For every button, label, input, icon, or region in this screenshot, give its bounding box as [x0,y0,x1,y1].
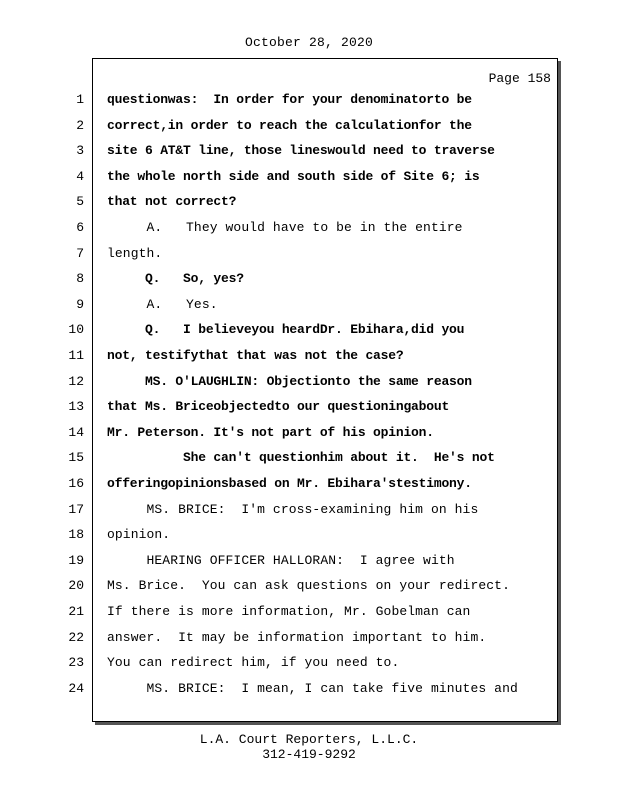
transcript-line: offeringopinionsbased on Mr. Ebihara'stestimony. [107,476,472,491]
transcript-line: length. [107,245,163,261]
transcript-line: HEARING OFFICER HALLORAN: I agree with [107,552,455,568]
line-number: 5 [76,194,84,210]
line-number: 22 [68,629,84,645]
line-number: 23 [68,655,84,671]
line-number: 12 [68,373,84,389]
line-number: 24 [68,680,84,696]
footer-phone: 312-419-9292 [262,747,356,762]
line-number: 20 [68,578,84,594]
page-number: Page 158 [488,71,551,86]
transcript-line: the whole north side and south side of Site 6; is [107,168,480,184]
line-number: 1 [76,92,84,107]
transcript-line: If there is more information, Mr. Gobelman can [107,604,471,619]
transcript-line: A. They would have to be in the entire [107,220,463,235]
transcript-line: that Ms. Briceobjectedto our questioningabout [107,399,450,415]
transcript-line: answer. It may be information important to him. [107,629,487,645]
line-number: 14 [68,424,84,440]
transcript-line: opinion. [107,527,171,543]
transcript-line: A. Yes. [107,296,218,312]
line-number: 13 [68,399,84,415]
line-number: 11 [68,348,84,363]
line-number: 16 [68,476,84,491]
transcript-line: site 6 AT&T line, those lineswould need to traverse [107,143,495,159]
line-number: 19 [68,552,84,568]
line-number: 6 [76,220,84,235]
line-number: 17 [68,501,84,517]
transcript-line: questionwas: In order for your denominatorto be [107,92,472,107]
page-date-header: October 28, 2020 [244,35,374,50]
transcript-line: You can redirect him, if you need to. [107,655,400,671]
transcript-line: Mr. Peterson. It's not part of his opinion. [107,424,434,440]
transcript-line: not, testifythat that was not the case? [107,348,404,363]
line-number: 18 [68,527,84,543]
line-number: 7 [76,245,84,261]
line-number: 15 [68,450,84,466]
line-number: 21 [68,604,84,619]
transcript-line: She can't questionhim about it. He's not [107,450,495,466]
line-number: 4 [76,168,84,184]
line-number: 8 [76,271,84,287]
transcript-line: Ms. Brice. You can ask questions on your redirect. [107,578,510,594]
line-number: 3 [76,143,84,159]
line-number: 2 [76,117,84,133]
line-number: 10 [68,322,84,338]
transcript-line: Q. I believeyou heardDr. Ebihara,did you [107,322,465,338]
line-number: 9 [76,296,84,312]
transcript-line: that not correct? [107,194,237,210]
transcript-line: Q. So, yes? [107,271,244,287]
transcript-line: MS. BRICE: I mean, I can take five minutes and [107,680,518,696]
transcript-line: MS. BRICE: I'm cross-examining him on his [107,501,479,517]
transcript-line: MS. O'LAUGHLIN: Objectionto the same reason [107,373,472,389]
footer-company: L.A. Court Reporters, L.L.C. [199,732,419,747]
transcript-line: correct,in order to reach the calculationfor the [107,117,472,133]
